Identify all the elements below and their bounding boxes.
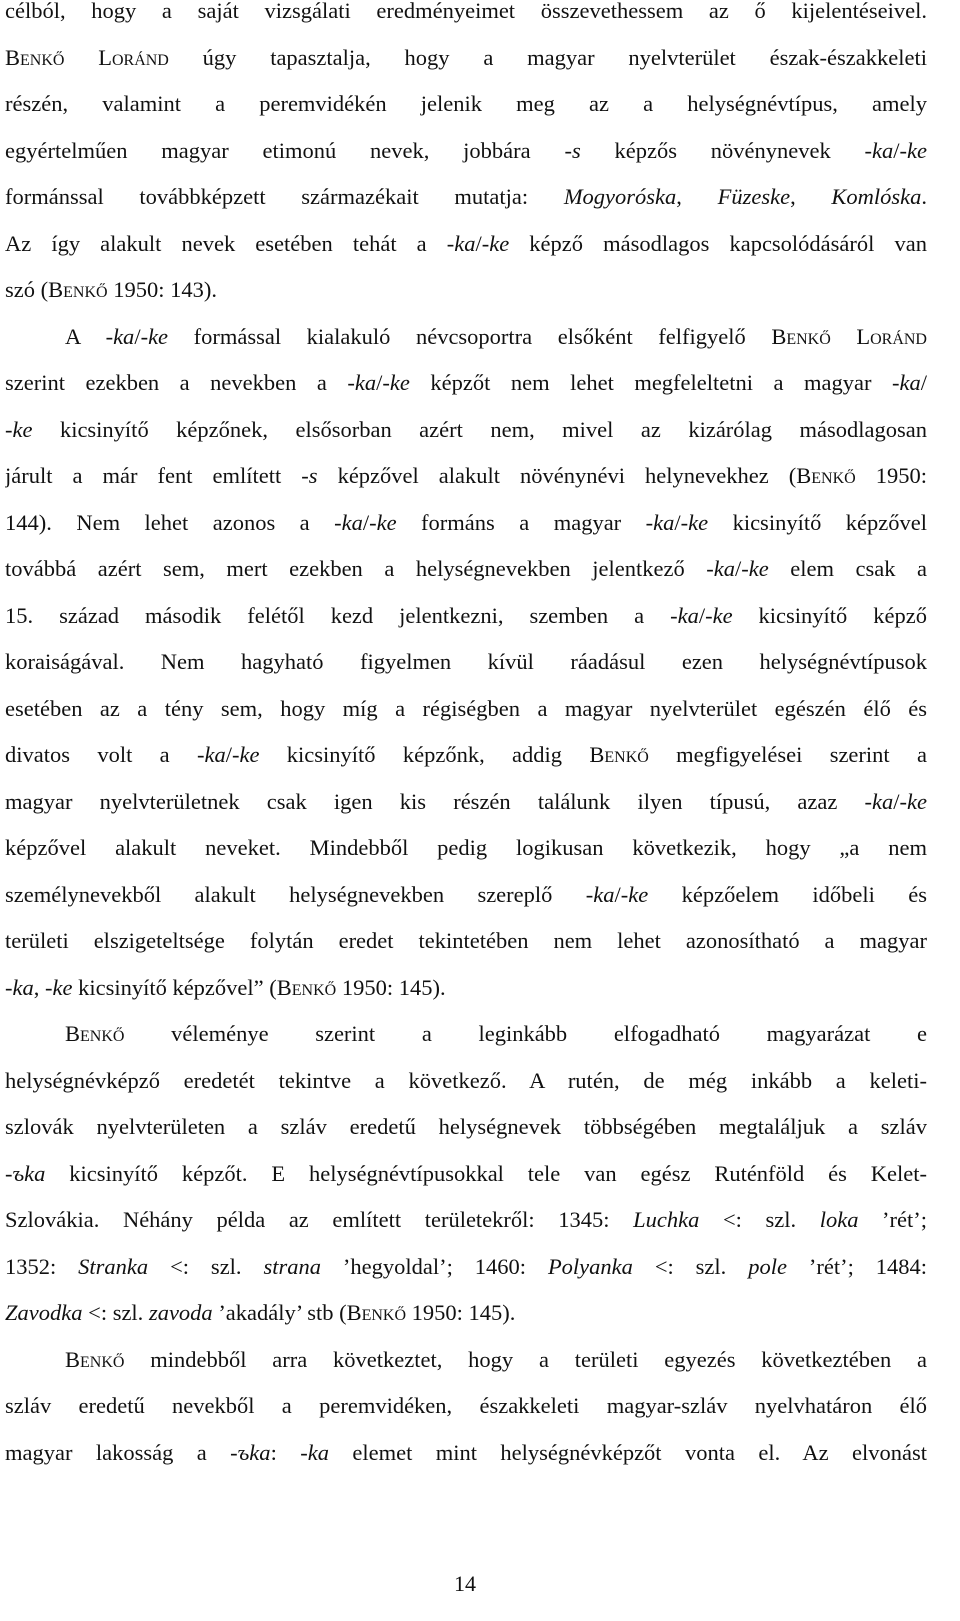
- italic-term: -ka: [196, 742, 226, 767]
- text-line: [5, 647, 927, 694]
- italic-term: -s: [301, 463, 318, 488]
- text-run: képzős növénynevek: [580, 137, 865, 163]
- text-line: [5, 1345, 927, 1392]
- text-run: magyar nyelvterületnek csak igen kis részén találunk ilyen típusú, azaz: [5, 788, 865, 814]
- text-run: /: [698, 602, 706, 628]
- italic-term: -ka: [446, 230, 476, 256]
- text-run: /: [893, 137, 900, 163]
- text-run: divatos volt a: [5, 742, 197, 767]
- text-line: [5, 1252, 927, 1299]
- author-name: Benkő Loránd: [5, 44, 169, 70]
- text-line: [5, 229, 927, 276]
- italic-term: -ke: [369, 509, 397, 535]
- text-run: koraiságával. Nem hagyható figyelmen kívül ráadásul ezen helységnévtípusok: [5, 649, 927, 674]
- text-run: formánssal továbbképzett származékait mutatja:: [5, 184, 564, 209]
- italic-term: pole: [748, 1253, 787, 1279]
- text-run: képzővel alakult neveket. Mindebből pedig logikusan következik, hogy „a nem: [5, 835, 927, 860]
- text-run: kicsinyítő képzőt. E helységnévtípusokkal tele van egész Ruténföld és Kelet-: [45, 1160, 927, 1186]
- text-run: kicsinyítő képzővel” (: [72, 974, 277, 1000]
- text-line: [5, 322, 927, 369]
- italic-term: -ka: [706, 556, 735, 581]
- italic-term: -ke: [620, 881, 649, 907]
- italic-term: -ke: [5, 416, 33, 442]
- text-run: <: szl.: [82, 1300, 149, 1325]
- author-name: Benkő: [65, 1346, 125, 1372]
- text-line: [5, 694, 927, 741]
- text-run: mindebből arra következtet, hogy a területi egyezés következtében a: [124, 1346, 927, 1372]
- text-run: /: [893, 788, 900, 814]
- text-run: 1352:: [5, 1253, 79, 1279]
- italic-term: -ke: [705, 602, 733, 628]
- text-run: :: [270, 1439, 301, 1465]
- italic-term: Stranka: [78, 1253, 149, 1279]
- text-line: [5, 973, 927, 1020]
- text-run: megfigyelései szerint a: [648, 742, 927, 767]
- text-run: területi elszigeteltsége folytán eredet tekintetében nem lehet azonosítható a magyar: [5, 928, 927, 953]
- italic-term: -ke: [741, 556, 769, 581]
- text-run: járult a már fent említett: [5, 463, 302, 488]
- text-run: /: [362, 509, 370, 535]
- author-name: Benkő: [346, 1300, 407, 1325]
- text-run: képző másodlagos kapcsolódásáról van: [509, 230, 927, 256]
- text-run: /: [920, 370, 927, 395]
- author-name: Benkő: [48, 277, 108, 302]
- italic-term: -ke: [382, 370, 410, 395]
- text-run: 1950: 143).: [107, 277, 217, 302]
- text-run: /: [134, 323, 141, 349]
- italic-term: -ъka: [230, 1439, 271, 1465]
- italic-term: zavoda: [148, 1300, 213, 1325]
- text-line: [5, 1159, 927, 1206]
- text-run: egyértelműen magyar etimonú nevek, jobbára: [5, 137, 565, 163]
- italic-term: strana: [263, 1253, 321, 1279]
- text-line: [5, 182, 927, 229]
- text-run: formással kialakuló névcsoportra elsőként felfigyelő: [168, 323, 772, 349]
- italic-term: loka: [819, 1207, 859, 1232]
- text-run: kicsinyítő képzőnk, addig: [259, 742, 590, 767]
- italic-term: -ke: [481, 230, 510, 256]
- text-run: részén, valamint a peremvidékén jelenik meg az a helységnévtípus, amely: [5, 91, 927, 116]
- text-run: <: szl.: [699, 1207, 820, 1232]
- text-run: ’akadály’ stb (: [212, 1300, 347, 1325]
- text-line: [5, 89, 927, 136]
- italic-term: -s: [564, 137, 581, 163]
- text-run: /: [614, 881, 621, 907]
- text-run: /: [376, 370, 383, 395]
- text-line: [5, 740, 927, 787]
- text-line: [5, 43, 927, 90]
- text-run: 144). Nem lehet azonos a: [5, 509, 335, 535]
- italic-term: -ka: [864, 788, 894, 814]
- italic-term: -ka: [585, 881, 615, 907]
- text-run: személynevekből alakult helységnevekben szereplő: [5, 881, 586, 907]
- author-name: Benkő: [65, 1021, 125, 1046]
- text-run: magyar lakosság a: [5, 1439, 231, 1465]
- text-run: Az így alakult nevek esetében tehát a: [5, 230, 447, 256]
- author-name: Benkő: [796, 463, 856, 488]
- italic-term: -ke: [44, 974, 73, 1000]
- text-line: [5, 1391, 927, 1438]
- text-run: kicsinyítő képző: [732, 602, 927, 628]
- italic-term: -ka: [347, 370, 377, 395]
- text-line: [5, 508, 927, 555]
- italic-term: -ka: [645, 509, 675, 535]
- text-run: esetében az a tény sem, hogy míg a régiségben a magyar nyelvterület egészén élő és: [5, 695, 927, 721]
- italic-term: Komlóska: [831, 184, 922, 209]
- text-line: [5, 554, 927, 601]
- text-run: /: [475, 230, 482, 256]
- italic-term: Mogyoróska: [563, 184, 677, 209]
- text-line: [5, 601, 927, 648]
- text-run: elem csak a: [768, 556, 927, 581]
- text-run: <: szl.: [632, 1253, 749, 1279]
- italic-term: -ka: [300, 1439, 329, 1465]
- italic-term: -ka: [892, 370, 921, 395]
- author-name: Benkő: [276, 974, 337, 1000]
- italic-term: -ke: [899, 137, 927, 163]
- text-run: ,: [676, 184, 718, 209]
- text-run: szó (: [5, 277, 49, 302]
- document-page: [5, 0, 927, 1484]
- italic-term: -ka: [670, 602, 699, 628]
- text-run: kicsinyítő képzőnek, elsősorban azért nem, mivel az kizárólag másodlagosan: [32, 416, 927, 442]
- text-run: /: [225, 742, 232, 767]
- text-run: 1950: 145).: [406, 1300, 516, 1325]
- page-number: 14: [454, 1571, 476, 1596]
- italic-term: -ka: [5, 974, 34, 1000]
- text-run: /: [735, 556, 742, 581]
- text-run: szláv eredetű nevekből a peremvidéken, északkeleti magyar-szláv nyelvhatáron élő: [5, 1393, 927, 1418]
- italic-term: -ka: [864, 137, 894, 163]
- text-line: [5, 880, 927, 927]
- text-line: [5, 787, 927, 834]
- text-run: célból, hogy a saját vizsgálati eredményeimet összevethessem az ő kijelentéseivel.: [5, 0, 927, 23]
- text-line: [5, 1438, 927, 1485]
- text-run: /: [674, 509, 681, 535]
- text-run: helységnévképző eredetét tekintve a következő. A rutén, de még inkább a keleti-: [5, 1067, 927, 1093]
- text-line: [5, 415, 927, 462]
- text-run: továbbá azért sem, mert ezekben a helységnevekben jelentkező: [5, 556, 707, 581]
- italic-term: Polyanka: [547, 1253, 633, 1279]
- text-line: [5, 136, 927, 183]
- italic-term: -ka: [334, 509, 363, 535]
- text-run: ,: [33, 974, 45, 1000]
- text-run: 1950: 145).: [336, 974, 446, 1000]
- body-text: [5, 0, 927, 1484]
- text-line: [5, 461, 927, 508]
- text-run: véleménye szerint a leginkább elfogadható magyarázat e: [124, 1021, 927, 1046]
- italic-term: -ke: [680, 509, 709, 535]
- text-run: szerint ezekben a nevekben a: [5, 370, 348, 395]
- text-run: ’rét’; 1484:: [786, 1253, 927, 1279]
- text-run: ’hegyoldal’; 1460:: [320, 1253, 548, 1279]
- text-run: ’rét’;: [858, 1207, 927, 1232]
- text-run: formáns a magyar: [396, 509, 646, 535]
- italic-term: Luchka: [633, 1207, 700, 1232]
- text-run: kicsinyítő képzővel: [708, 509, 927, 535]
- author-name: Benkő Loránd: [771, 323, 927, 349]
- text-line: [5, 1019, 927, 1066]
- text-line: [5, 0, 927, 43]
- italic-term: Zavodka: [5, 1300, 83, 1325]
- italic-term: Füzeske: [717, 184, 791, 209]
- text-run: úgy tapasztalja, hogy a magyar nyelvterület észak-északkeleti: [168, 44, 927, 70]
- text-run: ,: [790, 184, 832, 209]
- italic-term: -ke: [140, 323, 169, 349]
- italic-term: -ke: [899, 788, 927, 814]
- text-run: 15. század második felétől kezd jelentkezni, szemben a: [5, 602, 671, 628]
- text-line: [5, 1205, 927, 1252]
- text-line: [5, 1066, 927, 1113]
- text-run: <: szl.: [148, 1253, 264, 1279]
- text-line: [5, 275, 927, 322]
- text-run: A: [65, 323, 106, 349]
- text-line: [5, 833, 927, 880]
- italic-term: -ka: [105, 323, 135, 349]
- text-run: képzővel alakult növénynévi helynevekhez (: [317, 463, 797, 488]
- text-run: képzőt nem lehet megfeleltetni a magyar: [409, 370, 892, 395]
- text-run: elemet mint helységnévképzőt vonta el. Az elvonást: [328, 1439, 927, 1465]
- text-line: [5, 368, 927, 415]
- author-name: Benkő: [589, 742, 649, 767]
- text-line: [5, 1112, 927, 1159]
- text-run: képzőelem időbeli és: [648, 881, 927, 907]
- text-run: Szlovákia. Néhány példa az említett területekről: 1345:: [5, 1207, 634, 1232]
- text-line: [5, 1298, 927, 1345]
- text-run: .: [921, 184, 927, 209]
- text-run: 1950:: [855, 463, 927, 488]
- text-run: szlovák nyelvterületen a szláv eredetű helységnevek többségében megtaláljuk a szláv: [5, 1114, 927, 1139]
- text-line: [5, 926, 927, 973]
- italic-term: -ъka: [5, 1160, 46, 1186]
- italic-term: -ke: [231, 742, 260, 767]
